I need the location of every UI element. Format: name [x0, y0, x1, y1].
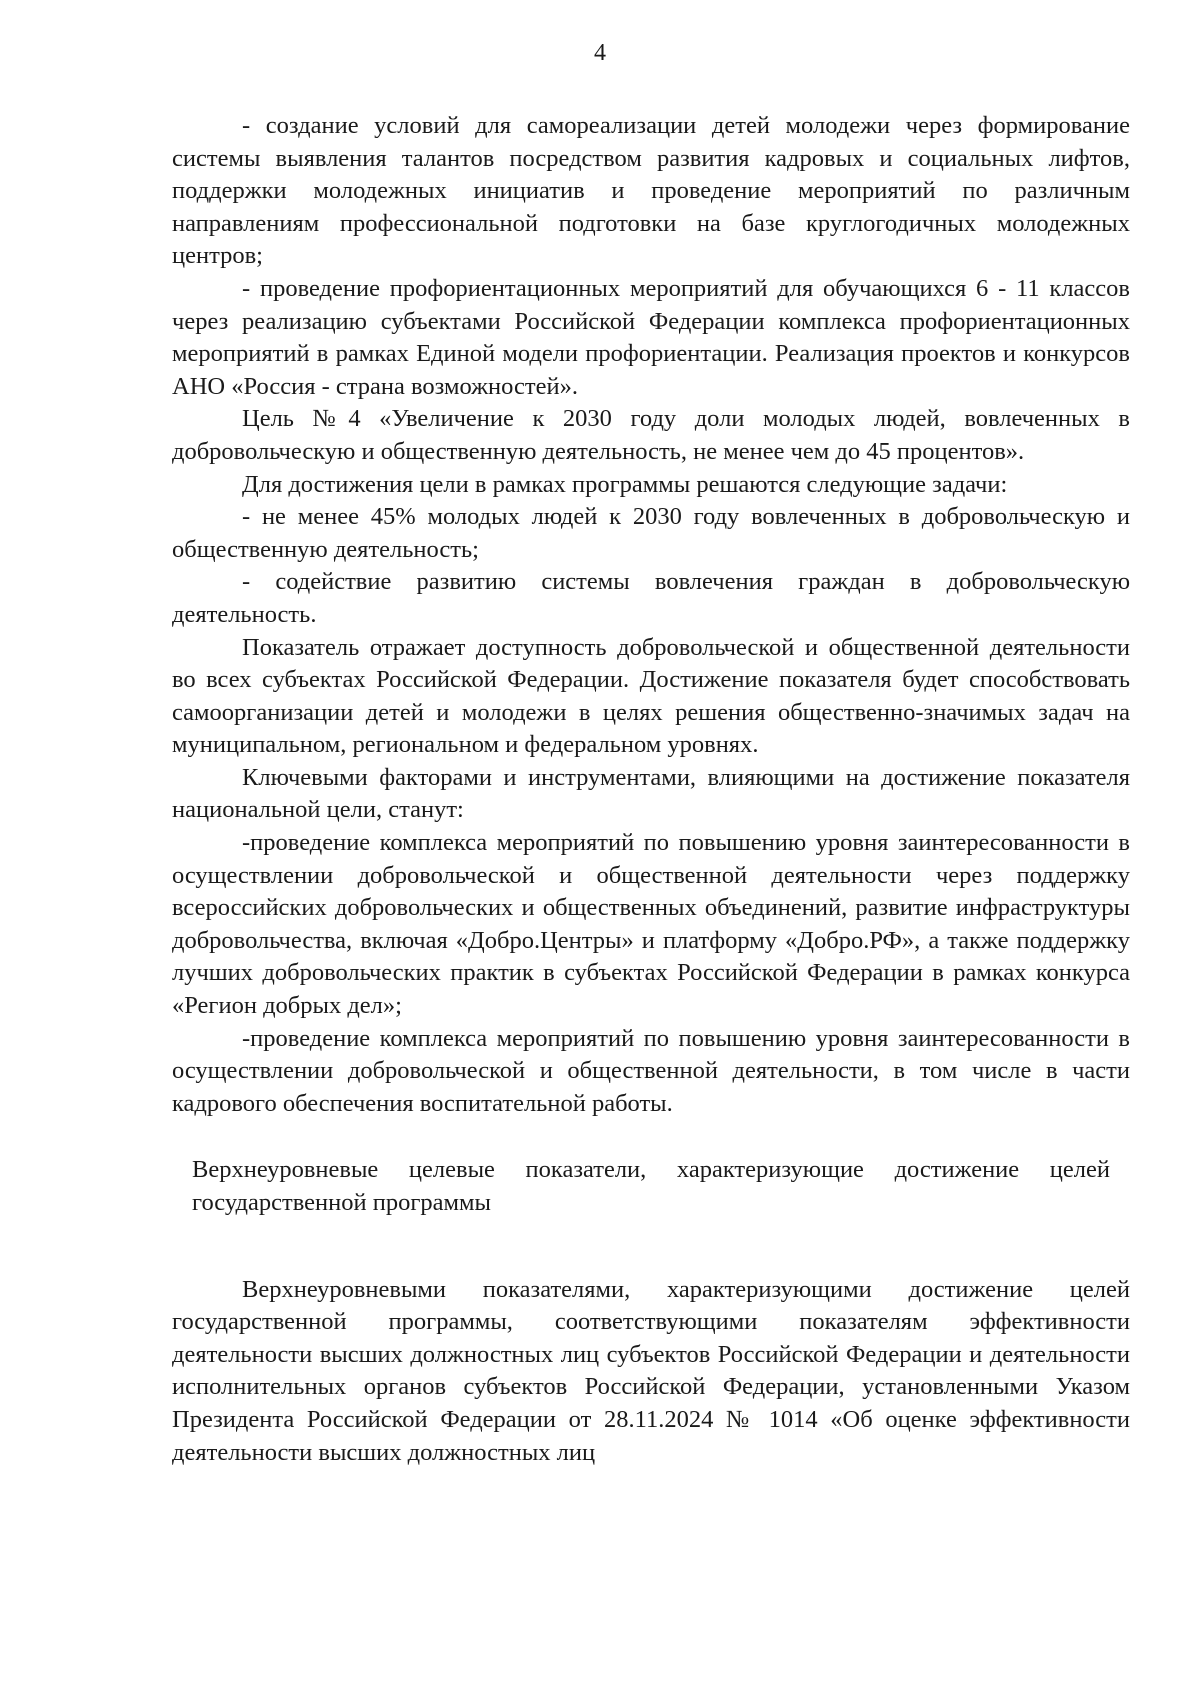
spacer	[172, 1220, 1130, 1274]
paragraph: -проведение комплекса мероприятий по повышению уровня заинтересованности в осуществлении добровольческой и общественной деятельности через поддержку всероссийских добровольческих и общественных объединений, развитие инфраструктуры добровольчества, включая «Добро.Центры» и платформу «Добро.РФ», а также поддержку лучших добровольческих практик в субъектах Российской Федерации в рамках конкурса «Регион добрых дел»;	[172, 829, 1130, 1020]
paragraph: Для достижения цели в рамках программы решаются следующие задачи:	[242, 470, 1008, 498]
page-number: 4	[594, 40, 606, 66]
section-heading: Верхнеуровневые целевые показатели, характеризующие достижение целей государственной программы	[192, 1156, 1110, 1216]
paragraph: - создание условий для самореализации детей молодежи через формирование системы выявления талантов посредством развития кадровых и социальных лифтов, поддержки молодежных инициатив и проведение мероприятий по различным направлениям профессиональной подготовки на базе круглогодичных молодежных центров;	[172, 112, 1130, 270]
paragraph: - не менее 45% молодых людей к 2030 году вовлеченных в добровольческую и общественную деятельность;	[172, 503, 1130, 563]
paragraph: Цель №4 «Увеличение к 2030 году доли молодых людей, вовлеченных в добровольческую и общественную деятельность, не менее чем до 45 процентов».	[172, 405, 1130, 465]
paragraph: - содействие развитию системы вовлечения граждан в добровольческую деятельность.	[172, 568, 1130, 628]
paragraph: Верхнеуровневыми показателями, характеризующими достижение целей государственной программы, соответствующими показателям эффективности деятельности высших должностных лиц субъектов Российской Федерации и деятельности исполнительных органов субъектов Российской Федерации, установленными Указом Президента Российской Федерации от 28.11.2024 № 1014 «Об оценке эффективности деятельности высших должностных лиц	[172, 1275, 1130, 1466]
document-body	[172, 110, 1130, 1469]
paragraph: Показатель отражает доступность добровольческой и общественной деятельности во всех субъектах Российской Федерации. Достижение показателя будет способствовать самоорганизации детей и молодежи в целях решения общественно-значимых задач на муниципальном, региональном и федеральном уровнях.	[172, 633, 1130, 759]
spacer	[172, 1120, 1130, 1154]
paragraph: -проведение комплекса мероприятий по повышению уровня заинтересованности в осуществлении добровольческой и общественной деятельности, в том числе в части кадрового обеспечения воспитательной работы.	[172, 1024, 1130, 1117]
paragraph: Ключевыми факторами и инструментами, влияющими на достижение показателя национальной цели, станут:	[172, 763, 1130, 824]
paragraph: - проведение профориентационных мероприятий для обучающихся 6 - 11 классов через реализацию субъектами Российской Федерации комплекса профориентационных мероприятий в рамках Единой модели профориентации. Реализация проектов и конкурсов АНО «Россия - страна возможностей».	[172, 274, 1130, 400]
